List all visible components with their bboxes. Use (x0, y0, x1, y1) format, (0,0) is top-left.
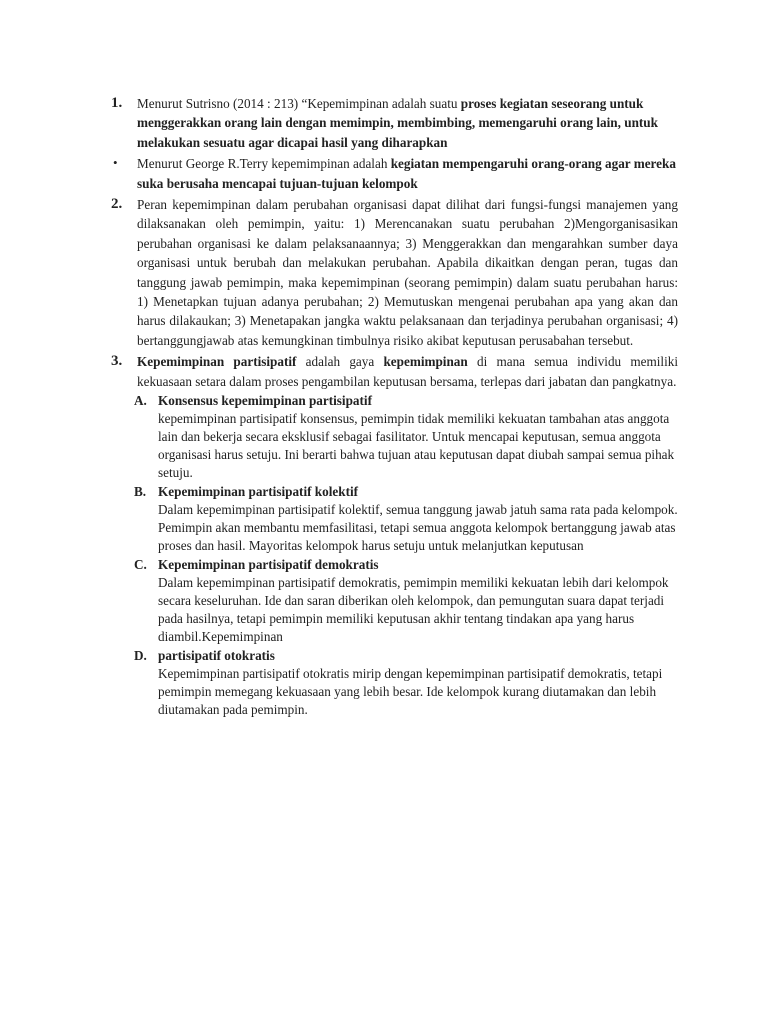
sub-item-letter: D. (134, 648, 147, 664)
sub-item-body: Dalam kepemimpinan partisipatif kolektif, semua tanggung jawab jatuh sama rata pada kelompok. Pemimpin akan membantu memfasilitasi, tetapi semua anggota kelompok bertanggung jawab atas proses dan hasil. Mayoritas kelompok harus setuju untuk melanjutkan keputusan (158, 502, 678, 554)
list-item-1 (108, 94, 678, 152)
list-number: 1. (111, 95, 123, 111)
list-item-2 (108, 195, 678, 350)
sub-item-letter: B. (134, 484, 147, 500)
sub-item-title: Kepemimpinan partisipatif kolektif (158, 484, 359, 500)
list-item-text: Peran kepemimpinan dalam perubahan organisasi dapat dilihat dari fungsi-fungsi manajemen yang dilaksanakan oleh pemimpin, yaitu: 1) Merencanakan suatu perubahan 2)Mengorganisasikan perubahan organisasi ke dalam pelaksanaannya; 3) Menggerakkan dan mengarahkan sumber daya organisasi untuk berubah dan melakukan perubahan. Apabila dikaitkan dengan peran, tugas dan tanggung jawab pemimpin, maka kepemimpinan (seorang pemimpin) dalam suatu perubahan harus: 1) Menetapkan tujuan adanya perubahan; 2) Memutuskan mengenai perubahan apa yang akan dan harus dilakaukan; 3) Menetapakan jangka waktu pelaksanaan dan terjadinya perubahan organisasi; 4) bertanggungjawab atas kemungkinan timbulnya risiko akibat keputusan perusabahan tersebut. (137, 197, 678, 348)
list-item-bullet (108, 154, 678, 193)
sub-item-c (108, 556, 678, 646)
document-content (108, 94, 678, 719)
list-item-text: Menurut George R.Terry kepemimpinan adalah kegiatan mempengaruhi orang-orang agar mereka suka berusaha mencapai tujuan-tujuan kelompok (137, 156, 676, 191)
sub-item-body: Kepemimpinan partisipatif otokratis mirip dengan kepemimpinan partisipatif demokratis, tetapi pemimpin memegang kekuasaan yang lebih besar. Ide kelompok kurang diutamakan dan lebih diutamakan pada pemimpin. (158, 666, 663, 718)
sub-item-d (108, 647, 678, 719)
list-item-3 (108, 352, 678, 391)
sub-item-body: Dalam kepemimpinan partisipatif demokratis, pemimpin memiliki kekuatan lebih dari kelompok secara keseluruhan. Ide dan saran diberikan oleh kelompok, dan pemungutan suara dapat terjadi pada hasilnya, tetapi pemimpin memiliki keputusan akhir tentang tindakan apa yang harus diambil.Kepemimpinan (158, 575, 669, 645)
sub-item-letter: A. (134, 393, 147, 409)
list-item-text: Kepemimpinan partisipatif adalah gaya kepemimpinan di mana semua individu memiliki kekuasaan setara dalam proses pengambilan keputusan bersama, terlepas dari jabatan dan pangkatnya. (137, 354, 678, 389)
sub-item-title: partisipatif otokratis (158, 648, 275, 664)
list-number: 2. (111, 196, 123, 213)
sub-item-body: kepemimpinan partisipatif konsensus, pemimpin tidak memiliki kekuatan tambahan atas anggota lain dan bekerja secara eksklusif sebagai fasilitator. Untuk mencapai keputusan, semua anggota organisasi harus setuju. Ini berarti bahwa tujuan atau keputusan dapat diubah sampai semua pihak setuju. (158, 411, 675, 481)
list-item-text: Menurut Sutrisno (2014 : 213) “Kepemimpinan adalah suatu proses kegiatan seseorang untuk menggerakkan orang lain dengan memimpin, membimbing, memengaruhi orang lain, untuk melakukan sesuatu agar dicapai hasil yang diharapkan (137, 96, 658, 150)
sub-item-letter: C. (134, 557, 147, 573)
sub-item-title: Kepemimpinan partisipatif demokratis (158, 557, 379, 573)
sub-item-b (108, 483, 678, 555)
list-number: 3. (111, 353, 123, 370)
bullet-icon: • (113, 155, 118, 171)
sub-item-a (108, 392, 678, 482)
sub-item-title: Konsensus kepemimpinan partisipatif (158, 393, 372, 409)
